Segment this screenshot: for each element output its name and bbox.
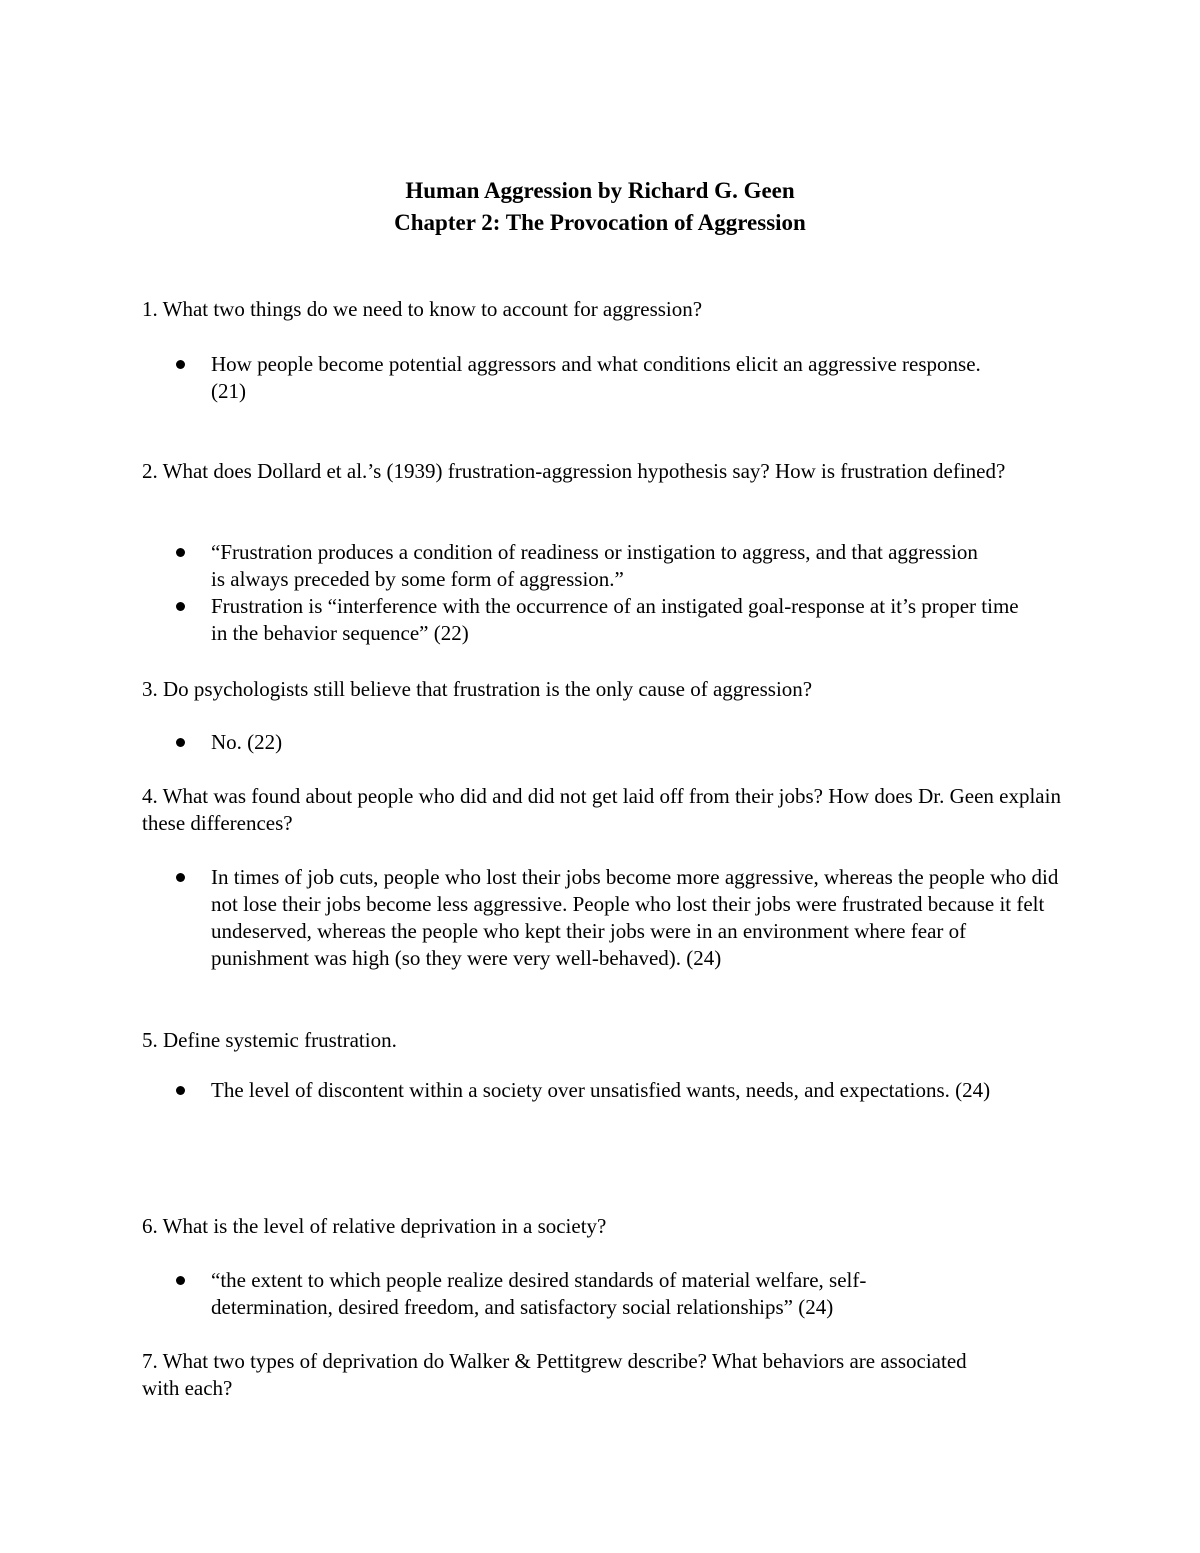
bullet-icon	[176, 548, 185, 557]
answer-4-1: In times of job cuts, people who lost their jobs become more aggressive, whereas the people who did not lose their jobs become less aggressive. People who lost their jobs were frustrated because it felt undeserved, whereas the people who kept their jobs were in an environment where fear of punishment was high (so they were very well-behaved). (24)	[211, 865, 1059, 970]
question-3: 3. Do psychologists still believe that frustration is the only cause of aggression?	[142, 677, 813, 701]
answer-2-2: Frustration is “interference with the occurrence of an instigated goal-response at it’s proper time in the behavior sequence” (22)	[211, 594, 1019, 645]
answer-5-1: The level of discontent within a society over unsatisfied wants, needs, and expectations. (24)	[211, 1078, 991, 1102]
document-title: Human Aggression by Richard G. Geen	[405, 178, 795, 203]
question-7: 7. What two types of deprivation do Walker & Pettitgrew describe? What behaviors are associated with each?	[142, 1349, 967, 1400]
bullet-icon	[176, 873, 185, 882]
question-6: 6. What is the level of relative deprivation in a society?	[142, 1214, 607, 1238]
question-1: 1. What two things do we need to know to account for aggression?	[142, 297, 703, 321]
answer-6-1: “the extent to which people realize desired standards of material welfare, self-determination, desired freedom, and satisfactory social relationships” (24)	[211, 1268, 867, 1319]
bullet-icon	[176, 1276, 185, 1285]
bullet-icon	[176, 738, 185, 747]
bullet-icon	[176, 360, 185, 369]
bullet-icon	[176, 1086, 185, 1095]
answer-2-1: “Frustration produces a condition of readiness or instigation to aggress, and that aggression is always preceded by some form of aggression.”	[211, 540, 978, 591]
question-5: 5. Define systemic frustration.	[142, 1028, 397, 1052]
question-2: 2. What does Dollard et al.’s (1939) frustration-aggression hypothesis say? How is frustration defined?	[142, 459, 1006, 483]
bullet-icon	[176, 602, 185, 611]
answer-3-1: No. (22)	[211, 730, 283, 754]
chapter-title: Chapter 2: The Provocation of Aggression	[394, 210, 806, 235]
answer-1-1: How people become potential aggressors and what conditions elicit an aggressive response. (21)	[211, 352, 981, 403]
question-4: 4. What was found about people who did and did not get laid off from their jobs? How does Dr. Geen explain these differences?	[142, 784, 1061, 835]
